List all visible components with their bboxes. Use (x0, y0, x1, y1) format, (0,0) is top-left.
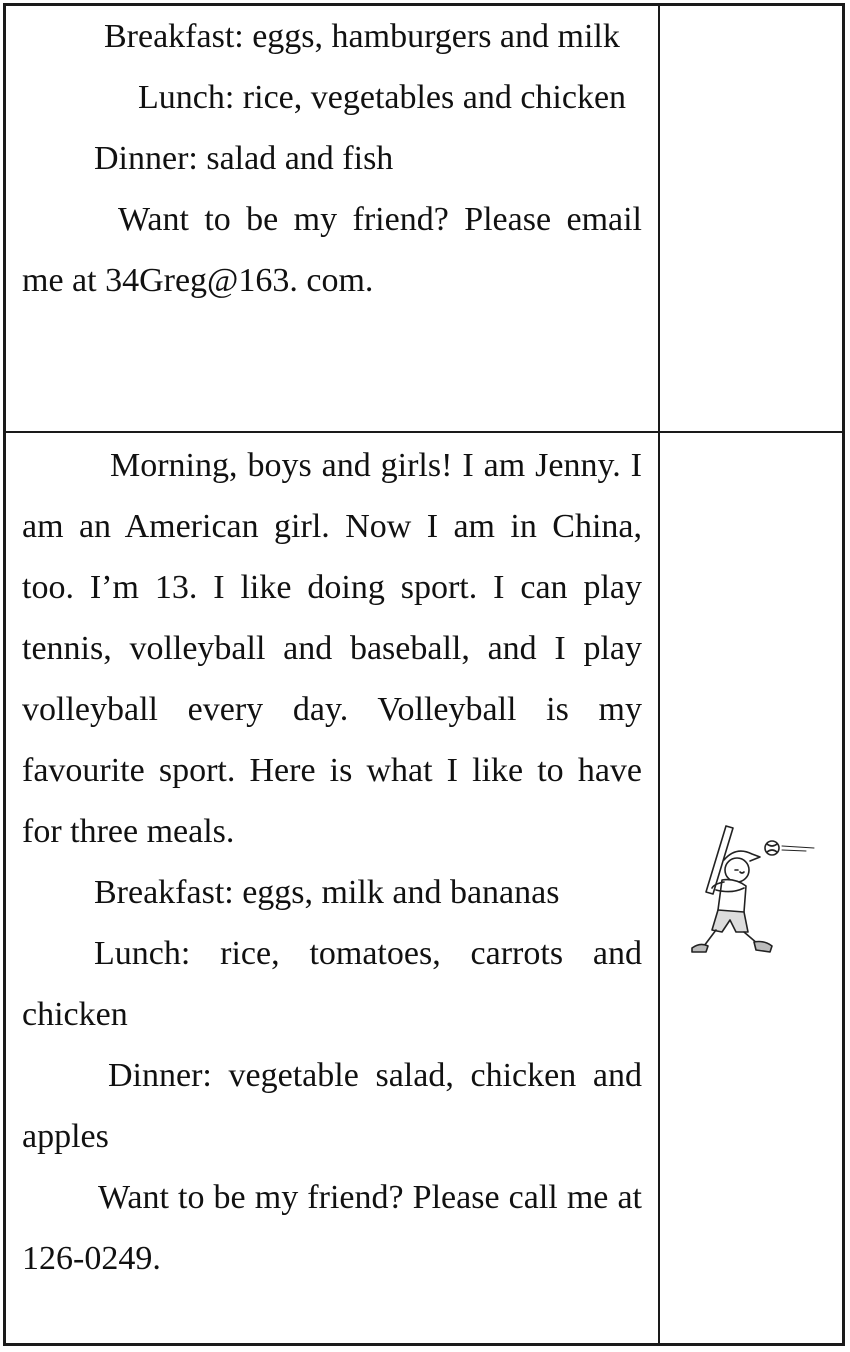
profile-2-lunch: Lunch: rice, tomatoes, carrots and chicken (22, 935, 642, 1033)
column-divider (658, 3, 660, 1346)
profile-2-intro: Morning, boys and girls! I am Jenny. I am an American girl. Now I am in China, too. I’m 13. I like doing sport. I can play tennis, volleyball and baseball, and I play volleyball every day. Volleyball is my favourite sport. Here is what I like to have for three meals. (22, 447, 642, 850)
profile-2-breakfast: Breakfast: eggs, milk and bananas (94, 874, 560, 911)
profile-2-contact: Want to be my friend? Please call me at 126-0249. (22, 1179, 642, 1277)
profile-1-contact: Want to be my friend? Please email me at 34Greg@163. com. (22, 201, 642, 299)
profile-1-text-cell (22, 6, 642, 311)
row-divider (3, 431, 845, 433)
baseball-player-icon (680, 820, 830, 960)
profile-1-breakfast: Breakfast: eggs, hamburgers and milk (104, 18, 620, 55)
profile-1-dinner: Dinner: salad and fish (94, 140, 394, 177)
profile-2-text-cell (22, 435, 642, 1289)
profile-1-lunch: Lunch: rice, vegetables and chicken (138, 79, 627, 116)
profile-2-dinner: Dinner: vegetable salad, chicken and apples (22, 1057, 642, 1155)
